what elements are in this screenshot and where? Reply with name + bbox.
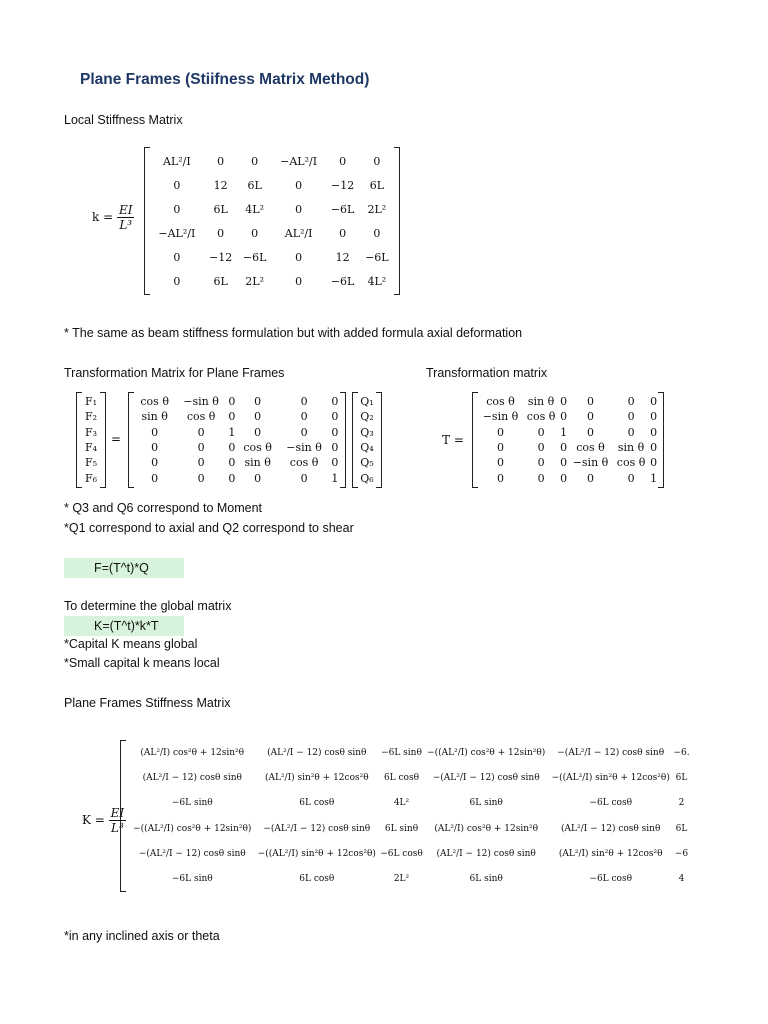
transformation-right-row: [478, 455, 658, 470]
transformation-left-cell: 0: [254, 410, 262, 424]
local-matrix-cell: 4L²: [245, 202, 264, 216]
global-matrix-cell: −6.: [673, 747, 690, 758]
global-k-label: K =: [82, 813, 105, 827]
force-cell: F₂: [84, 410, 98, 424]
transformation-left-cell: cos θ: [243, 441, 272, 455]
local-matrix-prefix: [92, 203, 134, 232]
force-cell: F₃: [84, 425, 98, 439]
formula-k-highlight: K=(T^t)*k*T: [64, 616, 184, 636]
local-matrix-cell: 12: [213, 178, 228, 192]
transformation-left-cell: 0: [331, 425, 339, 439]
transformation-right-heading: Transformation matrix: [426, 366, 548, 380]
transformation-right-cell: 0: [627, 410, 635, 424]
local-matrix-cell: 0: [251, 226, 259, 240]
transformation-left-cell: 0: [197, 456, 205, 470]
global-matrix-cell: −6L sinθ: [381, 747, 422, 758]
global-matrix-cell: −6: [674, 848, 689, 859]
transformation-left-cell: 0: [151, 425, 159, 439]
force-row: [80, 394, 102, 409]
local-matrix-cell: 2L²: [367, 202, 387, 216]
force-row: [80, 455, 102, 470]
transformation-left-cell: 0: [254, 395, 262, 409]
transformation-right-cell: 1: [650, 471, 658, 485]
global-matrix-row: [130, 765, 690, 790]
global-matrix-cell: 6L cosθ: [299, 798, 335, 809]
global-matrix-cell: (AL²/I − 12) cosθ sinθ: [561, 823, 661, 834]
global-matrix-cell: −(AL²/I − 12) cosθ sinθ: [138, 848, 246, 859]
local-matrix-row: [150, 197, 394, 221]
transformation-left-cell: 0: [331, 410, 339, 424]
equals-sign: =: [111, 432, 122, 446]
global-matrix-cell: −((AL²/I) sin²θ + 12cos²θ): [551, 772, 670, 783]
transformation-left-cell: 0: [331, 456, 339, 470]
displacement-cell: Q₃: [360, 425, 374, 439]
factor-numerator: EI: [118, 203, 133, 217]
local-matrix-cell: −6L: [365, 250, 389, 264]
local-matrix-cell: 0: [295, 178, 303, 192]
global-matrix-cell: −6L cosθ: [380, 848, 423, 859]
local-matrix-cell: 0: [217, 226, 225, 240]
local-matrix-cell: 6L: [213, 274, 228, 288]
global-matrix-cell: −((AL²/I) cos²θ + 12sin²θ): [427, 747, 546, 758]
transformation-right-cell: 0: [650, 410, 658, 424]
transformation-right-cell: 0: [560, 395, 568, 409]
transformation-right-cell: −sin θ: [572, 456, 609, 470]
global-matrix-row: [130, 867, 690, 892]
global-matrix-cell: 6L sinθ: [384, 823, 419, 834]
force-cell: F₁: [84, 395, 98, 409]
local-matrix-cell: 0: [173, 250, 181, 264]
transformation-right-grid: [478, 394, 658, 486]
transformation-right-cell: cos θ: [486, 395, 515, 409]
global-matrix-heading: Plane Frames Stiffness Matrix: [64, 696, 231, 710]
global-matrix-cell: −6L cosθ: [589, 874, 633, 885]
transformation-left-row: [134, 471, 340, 486]
displacement-cell: Q₂: [360, 410, 374, 424]
global-matrix-grid: [130, 740, 690, 892]
formula-f-highlight: F=(T^t)*Q: [64, 558, 184, 578]
page-title: Plane Frames (Stiifness Matrix Method): [80, 71, 370, 88]
transformation-left-cell: 0: [151, 471, 159, 485]
transformation-left-cell: 0: [197, 425, 205, 439]
displacement-row: [356, 394, 378, 409]
note-small-k: *Small capital k means local: [64, 656, 220, 670]
right-bracket: [658, 392, 664, 488]
displacement-cell: Q₁: [360, 395, 374, 409]
transformation-left-cell: 0: [254, 425, 262, 439]
transformation-left-cell: 0: [228, 395, 236, 409]
displacement-vector-entries: [356, 394, 378, 486]
local-matrix-cell: −12: [209, 250, 233, 264]
transformation-left-cell: 0: [228, 471, 236, 485]
transformation-left-cell: sin θ: [244, 456, 271, 470]
transformation-right-cell: 0: [537, 425, 545, 439]
transformation-right-cell: 0: [586, 471, 594, 485]
transformation-matrix-right: [472, 392, 664, 488]
global-matrix-cell: 2L²: [393, 874, 410, 885]
transformation-right-cell: sin θ: [617, 441, 645, 455]
global-matrix-row: [130, 841, 690, 866]
global-matrix-intro: To determine the global matrix: [64, 599, 232, 613]
global-matrix-cell: −((AL²/I) cos²θ + 12sin²θ): [133, 823, 252, 834]
transformation-left-cell: 0: [228, 441, 236, 455]
force-row: [80, 425, 102, 440]
displacement-row: [356, 455, 378, 470]
global-matrix-cell: 4L²: [393, 798, 410, 809]
transformation-left-cell: 1: [331, 471, 339, 485]
transformation-right-cell: 0: [627, 425, 635, 439]
transformation-left-cell: cos θ: [186, 410, 216, 424]
transformation-right-cell: 0: [586, 410, 594, 424]
transformation-right-cell: 0: [586, 425, 594, 439]
transformation-right-cell: 0: [560, 471, 568, 485]
transformation-left-grid: [134, 394, 340, 486]
right-bracket: [340, 392, 346, 488]
transformation-right-row: [478, 471, 658, 486]
local-matrix-cell: 0: [373, 154, 381, 168]
global-factor-numerator: EI: [110, 806, 125, 820]
transformation-left-cell: −sin θ: [286, 441, 322, 455]
local-matrix-cell: 0: [339, 226, 347, 240]
transformation-right-cell: 0: [537, 441, 545, 455]
local-matrix-row: [150, 149, 394, 173]
transformation-right-cell: 0: [560, 456, 568, 470]
force-cell: F₅: [84, 456, 98, 470]
transformation-right-cell: 0: [650, 395, 658, 409]
local-matrix-cell: 12: [335, 250, 350, 264]
transformation-left-cell: 0: [300, 395, 308, 409]
global-matrix-cell: (AL²/I − 12) cosθ sinθ: [436, 848, 536, 859]
transformation-left-row: [134, 440, 340, 455]
transformation-left-cell: 0: [228, 410, 236, 424]
transformation-left-cell: 0: [300, 471, 308, 485]
transformation-right-row: [478, 425, 658, 440]
global-matrix-cell: 2: [678, 798, 685, 809]
force-vector-entries: [80, 394, 102, 486]
transformation-left-cell: 0: [300, 410, 308, 424]
local-matrix-cell: 0: [295, 250, 303, 264]
transformation-left-cell: sin θ: [141, 410, 168, 424]
force-cell: F₄: [84, 441, 98, 455]
local-matrix-grid: [150, 149, 394, 293]
global-matrix-cell: 6L: [675, 772, 688, 783]
displacement-cell: Q₆: [360, 471, 374, 485]
local-matrix-cell: 0: [251, 154, 259, 168]
local-matrix-cell: −AL²/I: [158, 226, 196, 240]
global-matrix-cell: −(AL²/I − 12) cosθ sinθ: [432, 772, 540, 783]
transformation-right-cell: cos θ: [616, 456, 646, 470]
transformation-left-cell: 0: [151, 441, 159, 455]
transformation-left-row: [134, 394, 340, 409]
transformation-left-cell: 0: [331, 441, 339, 455]
local-matrix-cell: 6L: [213, 202, 228, 216]
transformation-right-cell: 0: [537, 471, 545, 485]
left-bracket: [120, 740, 126, 892]
local-matrix-cell: 2L²: [245, 274, 264, 288]
displacement-row: [356, 409, 378, 424]
global-matrix-row: [130, 740, 690, 765]
transformation-right-cell: 0: [497, 425, 504, 439]
force-row: [80, 471, 102, 486]
global-matrix-cell: −6L sinθ: [171, 874, 213, 885]
transformation-right-row: [478, 394, 658, 409]
global-matrix-cell: −6L cosθ: [589, 798, 633, 809]
global-stiffness-matrix: [120, 740, 690, 892]
global-matrix-cell: (AL²/I) sin²θ + 12cos²θ: [558, 848, 663, 859]
local-matrix-cell: −6L: [242, 250, 267, 264]
transformation-right-cell: cos θ: [526, 410, 556, 424]
transformation-right-cell: 0: [650, 441, 658, 455]
transformation-right-cell: 0: [497, 456, 504, 470]
displacement-row: [356, 471, 378, 486]
transformation-left-cell: 0: [197, 471, 205, 485]
global-matrix-note: *in any inclined axis or theta: [64, 929, 220, 943]
local-matrix-heading: Local Stiffness Matrix: [64, 113, 183, 127]
local-matrix-cell: 0: [339, 154, 347, 168]
transformation-left-cell: 0: [331, 395, 339, 409]
global-matrix-cell: (AL²/I − 12) cosθ sinθ: [267, 747, 367, 758]
global-matrix-cell: −(AL²/I − 12) cosθ sinθ: [557, 747, 665, 758]
transformation-right-row: [478, 440, 658, 455]
t-label: T =: [442, 433, 464, 447]
transformation-right-cell: 0: [560, 410, 568, 424]
note-q1-q2: *Q1 correspond to axial and Q2 correspond to shear: [64, 521, 354, 535]
transformation-left-row: [134, 409, 340, 424]
global-matrix-cell: −6L sinθ: [171, 798, 213, 809]
local-matrix-cell: 0: [295, 274, 303, 288]
transformation-right-cell: cos θ: [576, 441, 605, 455]
note-q3-q6: * Q3 and Q6 correspond to Moment: [64, 501, 263, 515]
transformation-left-cell: 0: [254, 471, 262, 485]
transformation-right-cell: 0: [497, 471, 504, 485]
local-matrix-cell: 0: [173, 202, 181, 216]
right-bracket: [394, 147, 400, 295]
transformation-right-cell: 0: [627, 395, 635, 409]
transformation-left-cell: cos θ: [140, 395, 169, 409]
local-matrix-cell: 4L²: [367, 274, 387, 288]
local-matrix-cell: AL²/I: [163, 154, 191, 168]
ei-over-l3: [117, 203, 135, 232]
transformation-left-row: [134, 425, 340, 440]
local-matrix-cell: 0: [373, 226, 381, 240]
force-vector: [76, 392, 106, 488]
local-matrix-row: [150, 221, 394, 245]
global-matrix-cell: −(AL²/I − 12) cosθ sinθ: [263, 823, 371, 834]
local-matrix-cell: −12: [330, 178, 355, 192]
local-matrix-cell: 6L: [369, 178, 385, 192]
transformation-left-cell: cos θ: [289, 456, 319, 470]
local-stiffness-matrix: [144, 147, 400, 295]
local-matrix-cell: 0: [173, 274, 181, 288]
displacement-cell: Q₄: [360, 441, 374, 455]
global-matrix-row: [130, 791, 690, 816]
local-matrix-cell: 0: [173, 178, 181, 192]
transformation-left-cell: 0: [197, 441, 205, 455]
local-matrix-cell: AL²/I: [284, 226, 313, 240]
global-matrix-row: [130, 816, 690, 841]
global-matrix-cell: 6L cosθ: [383, 772, 420, 783]
transformation-left-cell: 0: [151, 456, 159, 470]
global-matrix-cell: (AL²/I) cos²θ + 12sin²θ: [140, 747, 245, 758]
transformation-matrix-left: [128, 392, 346, 488]
global-matrix-cell: 6L sinθ: [469, 798, 503, 809]
transformation-left-heading: Transformation Matrix for Plane Frames: [64, 366, 285, 380]
force-cell: F₆: [84, 471, 98, 485]
local-matrix-row: [150, 245, 394, 269]
transformation-right-cell: 0: [650, 456, 658, 470]
transformation-right-cell: 0: [497, 441, 504, 455]
local-matrix-cell: 6L: [247, 178, 262, 192]
displacement-cell: Q₅: [360, 456, 374, 470]
factor-denominator: L³: [119, 218, 133, 232]
local-matrix-cell: −AL²/I: [280, 154, 318, 168]
transformation-right-cell: 0: [650, 425, 658, 439]
global-matrix-cell: 6L: [675, 823, 688, 834]
k-label: k =: [92, 210, 114, 224]
transformation-left-cell: 0: [300, 425, 308, 439]
local-matrix-cell: 0: [217, 154, 225, 168]
displacement-vector: [352, 392, 382, 488]
transformation-right-cell: −sin θ: [482, 410, 519, 424]
global-matrix-cell: (AL²/I) sin²θ + 12cos²θ: [264, 772, 369, 783]
transformation-left-row: [134, 455, 340, 470]
global-matrix-cell: 6L sinθ: [469, 874, 503, 885]
local-matrix-cell: −6L: [330, 202, 355, 216]
global-matrix-cell: 6L cosθ: [299, 874, 335, 885]
transformation-right-cell: 1: [560, 425, 568, 439]
local-matrix-cell: 0: [295, 202, 303, 216]
displacement-row: [356, 440, 378, 455]
transformation-right-cell: 0: [627, 471, 635, 485]
force-row: [80, 409, 102, 424]
transformation-right-cell: sin θ: [527, 395, 555, 409]
global-matrix-cell: 4: [678, 874, 685, 885]
local-matrix-note: * The same as beam stiffness formulation but with added formula axial deformation: [64, 326, 523, 340]
note-capital-k: *Capital K means global: [64, 637, 198, 651]
global-matrix-cell: (AL²/I − 12) cosθ sinθ: [142, 772, 242, 783]
transformation-right-cell: 0: [560, 441, 568, 455]
transformation-left-cell: −sin θ: [183, 395, 219, 409]
transformation-right-row: [478, 409, 658, 424]
local-matrix-row: [150, 269, 394, 293]
local-matrix-row: [150, 173, 394, 197]
transformation-right-cell: 0: [537, 456, 545, 470]
transformation-right-cell: 0: [586, 395, 594, 409]
transformation-left-cell: 1: [228, 425, 236, 439]
displacement-row: [356, 425, 378, 440]
transformation-left-cell: 0: [228, 456, 236, 470]
global-matrix-cell: (AL²/I) cos²θ + 12sin²θ: [434, 823, 539, 834]
global-factor-denominator: L³: [111, 821, 124, 835]
global-matrix-cell: −((AL²/I) sin²θ + 12cos²θ): [257, 848, 376, 859]
local-matrix-cell: −6L: [330, 274, 355, 288]
force-row: [80, 440, 102, 455]
